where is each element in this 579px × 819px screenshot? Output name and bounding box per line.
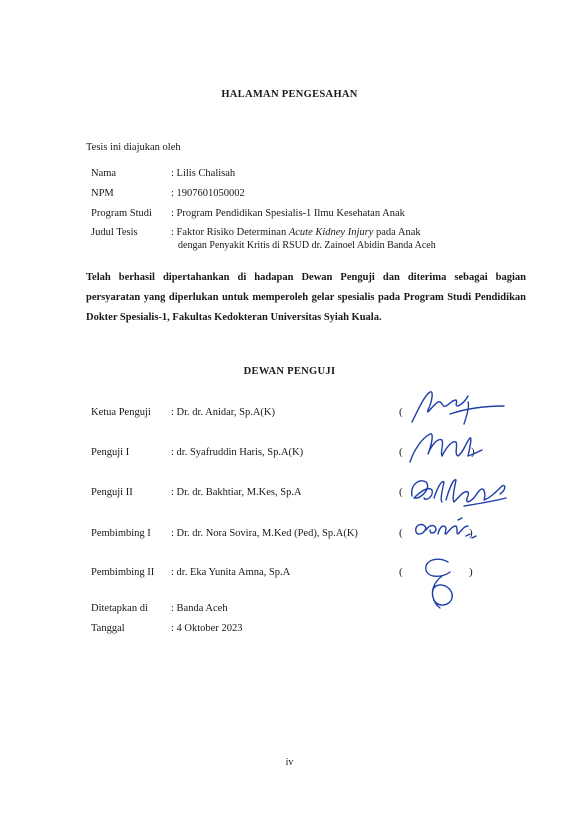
signature-penguji-1	[404, 428, 484, 468]
field-label-program-studi: Program Studi	[91, 208, 152, 219]
page-title: HALAMAN PENGESAHAN	[221, 89, 358, 100]
board-role-ketua: Ketua Penguji	[91, 407, 151, 418]
intro-text: Tesis ini diajukan oleh	[86, 142, 181, 153]
board-paren-close: )	[469, 566, 473, 578]
signature-ketua	[408, 388, 508, 428]
signature-pembimbing-2	[412, 552, 472, 614]
board-role-penguji-1: Penguji I	[91, 447, 130, 458]
board-paren-open: (	[399, 406, 403, 418]
field-value-program-studi: : Program Pendidikan Spesialis-1 Ilmu Kesehatan Anak	[171, 208, 405, 219]
signature-penguji-2	[406, 472, 510, 514]
board-title: DEWAN PENGUJI	[243, 366, 336, 377]
footer-label-date: Tanggal	[91, 623, 125, 634]
statement-paragraph: Telah berhasil dipertahankan di hadapan Dewan Penguji dan diterima sebagai bagian persyaratan yang diperlukan untuk memperoleh gelar spesialis pada Program Studi Pendidikan Dokter Spesialis-1, Fakultas Kedokteran Universitas Syiah Kuala.	[86, 272, 526, 323]
field-label-nama: Nama	[91, 168, 117, 179]
board-paren-close: )	[469, 527, 473, 539]
field-label-npm: NPM	[91, 188, 114, 199]
field-label-judul-tesis: Judul Tesis	[91, 227, 138, 238]
field-value-judul-tesis: : Faktor Risiko Determinan Acute Kidney Injury pada Anak	[171, 227, 421, 238]
board-paren-open: (	[399, 486, 403, 498]
board-name-penguji-2: : Dr. dr. Bakhtiar, M.Kes, Sp.A	[171, 487, 302, 498]
board-paren-open: (	[399, 446, 403, 458]
board-name-pembimbing-2: : dr. Eka Yunita Amna, Sp.A	[171, 567, 291, 578]
board-role-pembimbing-1: Pembimbing I	[91, 528, 151, 539]
board-name-ketua: : Dr. dr. Anidar, Sp.A(K)	[171, 407, 275, 418]
signature-pembimbing-1	[410, 516, 480, 544]
field-value-judul-tesis-line2: dengan Penyakit Kritis di RSUD dr. Zainoel Abidin Banda Aceh	[178, 240, 436, 251]
board-name-penguji-1: : dr. Syafruddin Haris, Sp.A(K)	[171, 447, 304, 458]
board-name-pembimbing-1: : Dr. dr. Nora Sovira, M.Ked (Ped), Sp.A(K)	[171, 528, 358, 539]
board-role-pembimbing-2: Pembimbing II	[91, 567, 155, 578]
footer-label-place: Ditetapkan di	[91, 603, 148, 614]
footer-value-place: : Banda Aceh	[171, 603, 228, 614]
footer-value-date: : 4 Oktober 2023	[171, 623, 243, 634]
field-value-nama: : Lilis Chalisah	[171, 168, 236, 179]
board-paren-close: )	[471, 446, 475, 458]
board-paren-open: (	[399, 566, 403, 578]
board-role-penguji-2: Penguji II	[91, 487, 133, 498]
board-paren-open: (	[399, 527, 403, 539]
field-value-npm: : 1907601050002	[171, 188, 245, 199]
page-number: iv	[285, 757, 294, 768]
